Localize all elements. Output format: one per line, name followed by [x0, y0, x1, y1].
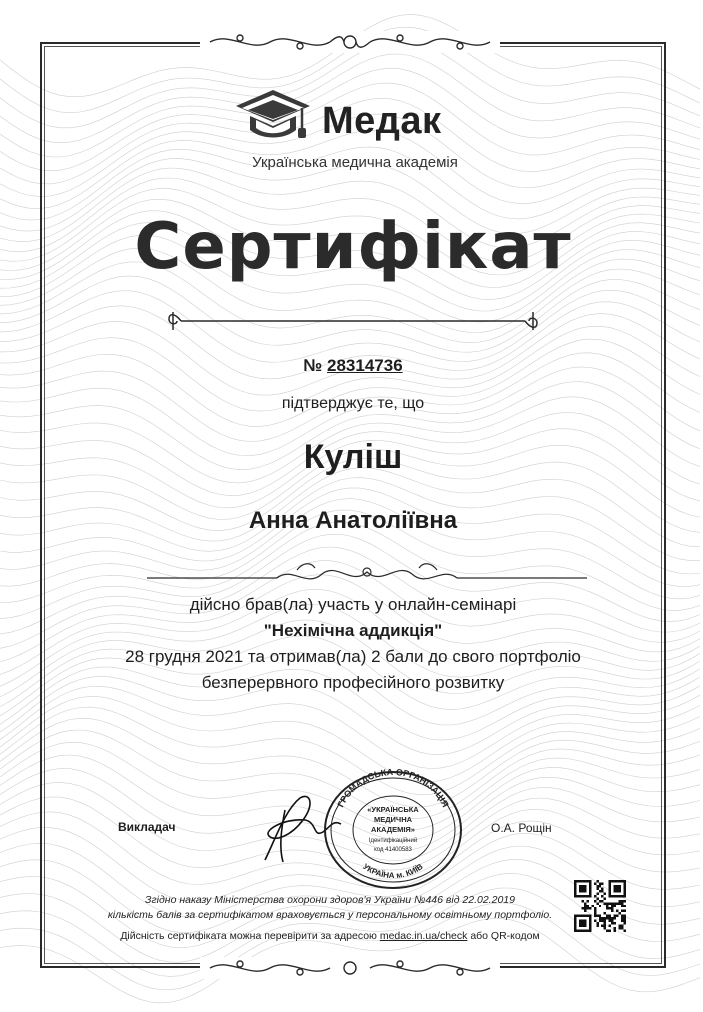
svg-text:УКРАЇНА м. КИЇВ [361, 862, 424, 880]
seal-outer-bottom: УКРАЇНА м. КИЇВ [361, 862, 425, 881]
number-prefix: № [303, 356, 323, 375]
top-ornament-icon [200, 31, 500, 53]
certificate-title: Сертифікат [134, 210, 572, 284]
organization-seal [318, 768, 468, 892]
seal-inner-line-3: АКАДЕМІЯ» [371, 825, 415, 834]
recipient-surname: Куліш [303, 438, 403, 476]
recipient-given-names: Анна Анатоліївна [248, 507, 458, 534]
certificate-number [40, 356, 666, 376]
title-divider-icon [165, 308, 541, 334]
course-name: "Нехімічна аддикція" [263, 621, 443, 640]
brand-tagline: Українська медична академія [252, 154, 458, 171]
svg-text:ГРОМАДСЬКА ОРГАНІЗАЦІЯ [335, 768, 450, 809]
participation-line-3: 28 грудня 2021 та отримав(ла) 2 бали до свого портфоліо [125, 647, 581, 666]
footer-line-3-pre: Дійсність сертифіката можна перевірити за адресою [120, 930, 377, 942]
qr-code-icon[interactable] [574, 880, 626, 932]
seal-inner-line-2: МЕДИЧНА [373, 815, 413, 824]
seal-outer-text: ГРОМАДСЬКА ОРГАНІЗАЦІЯ [335, 768, 451, 809]
footer-line-3 [60, 929, 600, 944]
footer-line-3-post: або QR-кодом [470, 930, 540, 942]
footer-line-1: Згідно наказу Міністерства охорони здоров'я України №446 від 22.02.2019 [145, 894, 515, 906]
bottom-ornament-icon [200, 957, 500, 979]
seal-inner-line-4: Ідентифікаційний [368, 838, 418, 844]
brand-name: Медак [322, 100, 442, 142]
name-divider-icon [147, 560, 587, 590]
lecturer-label: Викладач [118, 820, 176, 834]
graduation-cap-icon [232, 86, 314, 144]
confirm-text: підтверджує те, що [281, 395, 425, 412]
participation-line-1: дійсно брав(ла) участь у онлайн-семінарі [189, 595, 517, 614]
seal-inner-line-5: код 41400583 [374, 847, 412, 853]
footer-line-2: кількість балів за сертифікатом враховується у персональному освітньому портфоліо. [107, 909, 553, 921]
seal-inner-line-1: «УКРАЇНСЬКА [367, 805, 419, 814]
verification-link[interactable]: medac.in.ua/check [379, 930, 468, 942]
participation-text [40, 592, 666, 696]
participation-line-4: безперервного професійного розвитку [201, 673, 505, 692]
director-name: О.А. Рощін [491, 821, 552, 835]
number-value: 28314736 [327, 356, 403, 375]
